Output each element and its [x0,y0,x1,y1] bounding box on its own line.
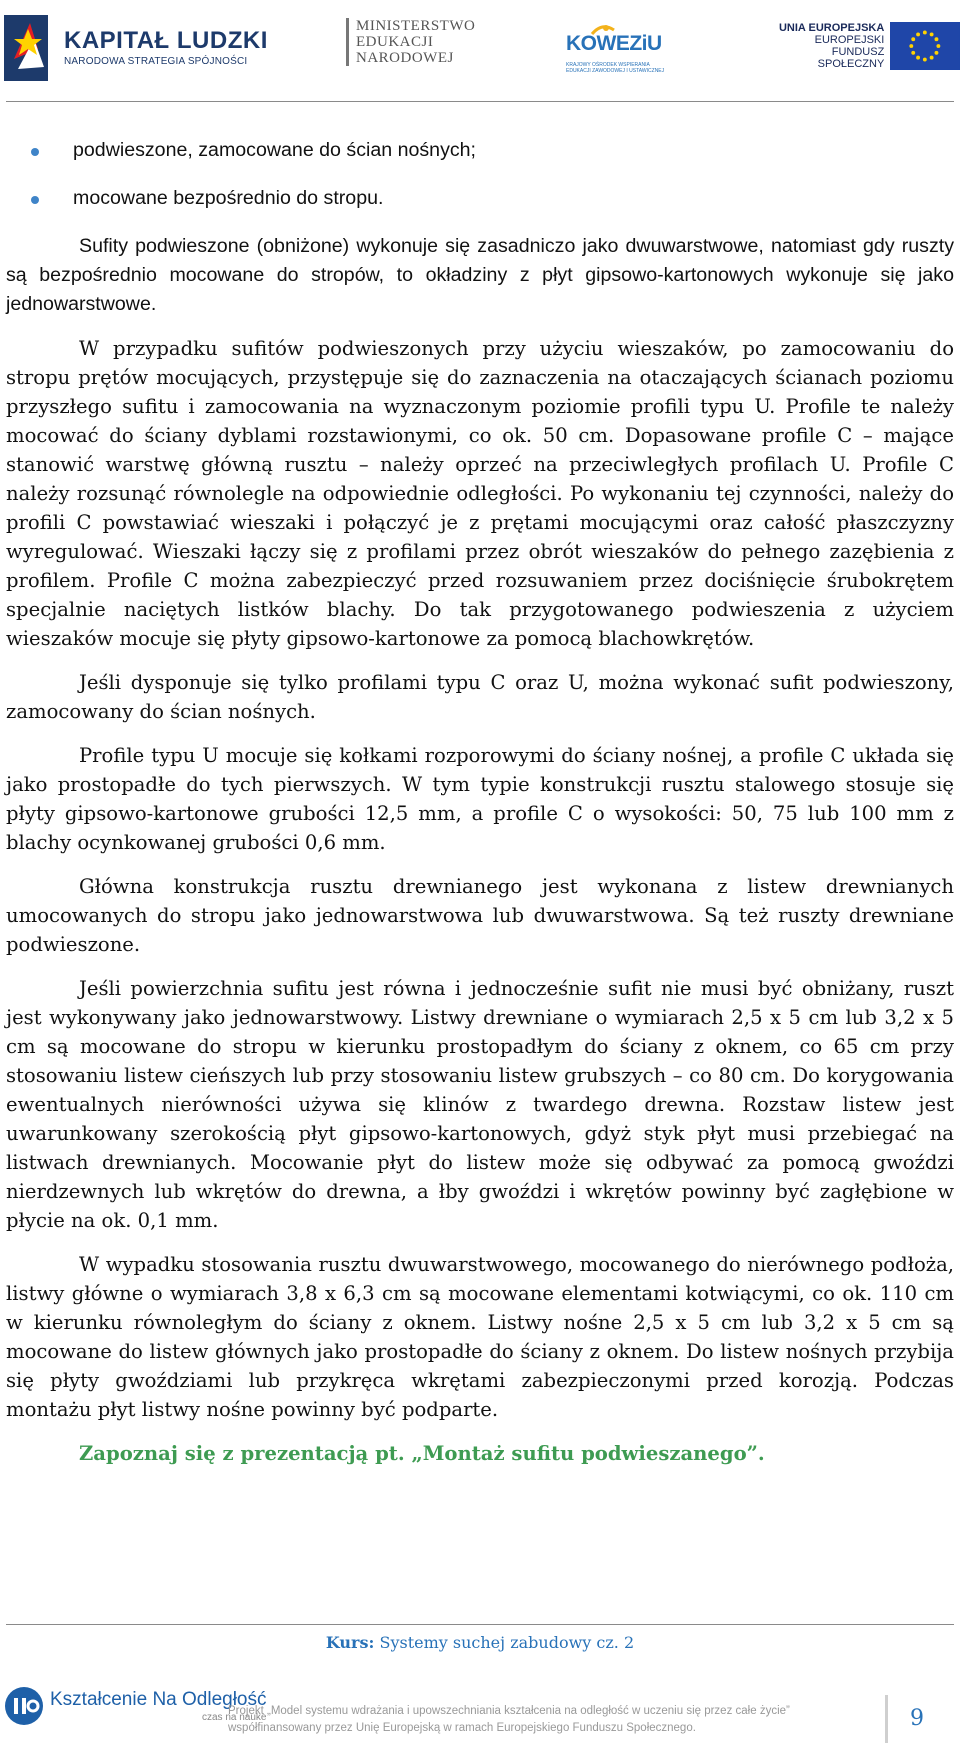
bullet-icon [31,148,39,156]
kapital-ludzki-title: KAPITAŁ LUDZKI [64,27,268,54]
project-line-1: Projekt „Model systemu wdrażania i upowszechniania kształcenia na odległość w uczeniu się przez całe życie” [228,1705,790,1717]
presentation-callout: Zapoznaj się z prezentacją pt. „Montaż sufitu podwieszanego”. [79,1442,765,1465]
page-number: 9 [910,1706,924,1731]
list-item [6,136,954,184]
page-header [0,0,960,104]
kno-title: Kształcenie Na Odległość [50,1688,267,1710]
list-item-text: mocowane bezpośrednio do stropu. [73,187,384,209]
list-item [6,184,954,232]
ministry-eagle-icon [344,18,352,66]
list-item-text: podwieszone, zamocowane do ścian nośnych; [73,139,477,161]
kapital-ludzki-logo [4,8,268,88]
paragraph: W wypadku stosowania rusztu dwuwarstwowego, mocowanego do nierównego podłoża, listwy główne o wymiarach 3,8 x 6,3 cm są mocowane elementami kotwiącymi, co ok. 110 cm w kierunku równoległym do ściany z oknem. Listwy nośne 2,5 x 5 cm lub 3,2 x 5 cm są mocowane do listew głównych jako prostopadłe do ściany z oknem. Do listew nośnych przybija się płyty gwoździami lub przykręca wkrętami zabezpieczonymi przed korozją. Podczas montażu płyt listwy nośne powinny być podparte. [6,1253,954,1421]
footer-divider [6,1624,954,1625]
project-line-2: współfinansowany przez Unię Europejską w ramach Europejskiego Funduszu Społecznego. [228,1722,696,1734]
project-info [228,1703,868,1737]
eu-line-3: FUNDUSZ SPOŁECZNY [817,46,885,70]
kowez-name: KOWEZiU [566,32,662,55]
kapital-ludzki-emblem-icon [4,9,52,87]
paragraph: Główna konstrukcja rusztu drewnianego jest wykonana z listew drewnianych umocowanych do stropu jako jednowarstwowa lub dwuwarstwowa. Są też ruszty drewniane podwieszone. [6,875,954,956]
ministry-line-1: MINISTERSTWO [356,18,476,34]
eu-line-2: EUROPEJSKI [814,34,885,46]
course-name: Systemy suchej zabudowy cz. 2 [379,1633,635,1652]
paragraph: W przypadku sufitów podwieszonych przy użyciu wieszaków, po zamocowaniu do stropu prętów mocujących, przystępuje się do zaznaczenia na otaczających ścianach poziomu przyszłego sufitu i zamocowania na wyznaczonym poziomie profili typu U. Profile te należy mocować do ściany dyblami rozstawionymi, co ok. 50 cm. Dopasowane profile C – mające stanowić warstwę główną rusztu – należy oprzeć na przeciwległych profilach U. Profile C należy rozsunąć równolegle na odpowiednie odległości. Po wykonaniu tej czynności, należy do profili C powstawiać wieszaki i połączyć je z prętami mocującymi oraz całość płaszczyzny wyregulować. Wieszaki łączy się z profilami przez obrót wieszaków do pełnego zazębienia z profilem. Profile C można zabezpieczyć przed rozsuwaniem przez dociśnięcie śrubokrętem specjalnie naciętych listków blachy. Do tak przygotowanego podwieszenia z użyciem wieszaków mocuje się płyty gipsowo-kartonowe za pomocą blachowkrętów. [6,337,954,650]
paragraph: Profile typu U mocuje się kołkami rozporowymi do ściany nośnej, a profile C układa się jako prostopadłe do tych pierwszych. W tym typie konstrukcji rusztu stalowego stosuje się płyty gipsowo-kartonowe grubości 12,5 mm, a profile C o wysokości: 50, 75 lub 100 mm z blachy ocynkowanej grubości 0,6 mm. [6,744,954,854]
header-divider [6,101,954,102]
kno-subtitle: czas na nauke [202,1711,267,1723]
bullet-icon [31,196,39,204]
course-label: Kurs: [325,1633,375,1652]
kapital-ludzki-subtitle: NARODOWA STRATEGIA SPÓJNOŚCI [64,56,248,67]
paragraph: Sufity podwieszone (obniżone) wykonuje się zasadniczo jako dwuwarstwowe, natomiast gdy ruszty są bezpośrednio mocowane do stropów, to okładziny z płyt gipsowo-kartonowych wykonuje się jako jednowarstwowe. [6,235,954,315]
kowez-subtitle: KRAJOWY OŚRODEK WSPIERANIA EDUKACJI ZAWODOWEJ I USTAWICZNEJ [566,62,665,74]
kno-emblem-icon [4,1686,44,1726]
eu-logo [766,22,960,70]
page-number-separator [885,1695,888,1743]
bullet-list [6,136,954,232]
eu-line-1: UNIA EUROPEJSKA [778,22,885,34]
kowez-logo [562,22,672,72]
ministry-line-2: EDUKACJI [356,34,434,50]
document-body [6,136,954,1468]
paragraph: Jeśli powierzchnia sufitu jest równa i jednocześnie sufit nie musi być obniżany, ruszt jest wykonywany jako jednowarstwowy. Listwy drewniane o wymiarach 2,5 x 5 cm lub 3,2 x 5 cm są mocowane do stropu w kierunku prostopadłym do ściany z oknem, co 65 cm przy stosowaniu listew cieńszych lub przy stosowaniu listew grubszych – co 80 cm. Do korygowania ewentualnych nierówności używa się klinów z twardego drewna. Rozstaw listew jest uwarunkowany szerokością płyt gipsowo-kartonowych, gdyż styk płyt musi przebiegać na listwach drewnianych. Mocowanie płyt do listew może się odbywać za pomocą gwoździ nierdzewnych lub wkrętów do drewna, a łby gwoździ i wkrętów powinny być zagłębione w płycie na ok. 0,1 mm. [6,977,954,1232]
paragraph: Jeśli dysponuje się tylko profilami typu C oraz U, można wykonać sufit podwieszony, zamocowany do ścian nośnych. [6,671,954,723]
ministry-line-3: NARODOWEJ [356,50,454,66]
course-line [0,1633,960,1652]
eu-flag-icon [890,22,960,70]
ministry-logo [344,18,475,66]
